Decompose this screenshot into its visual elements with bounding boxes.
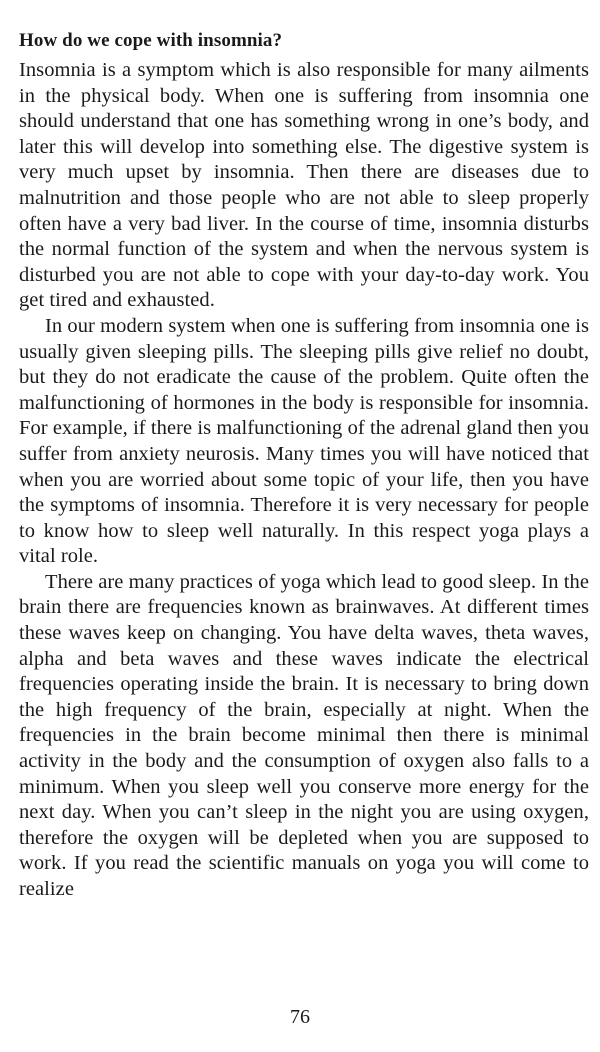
page-number: 76	[290, 1006, 310, 1028]
section-heading: How do we cope with insomnia?	[19, 30, 283, 51]
page-body	[19, 28, 589, 903]
paragraph-1: Insomnia is a symptom which is also responsible for many ailments in the physical body. When one is suffering from insomnia one should understand that one has something wrong in one’s body, and later this will develop into something else. The digestive system is very much upset by insomnia. Then there are diseases due to malnutrition and those people who are not able to sleep properly often have a very bad liver. In the course of time, insomnia disturbs the normal function of the system and when the nervous system is disturbed you are not able to cope with your day-to-day work. You get tired and exhausted.	[19, 59, 589, 312]
paragraph-2: In our modern system when one is suffering from insomnia one is usually given sleeping pills. The sleeping pills give relief no doubt, but they do not eradicate the cause of the problem. Quite often the malfunctioning of hormones in the body is responsible for insomnia. For example, if there is malfunctioning of the adrenal gland then you suffer from anxiety neurosis. Many times you will have noticed that when you are worried about some topic of your life, then you have the symptoms of insomnia. Therefore it is very necessary for people to know how to sleep well naturally. In this respect yoga plays a vital role.	[19, 314, 589, 568]
paragraph-3: There are many practices of yoga which lead to good sleep. In the brain there are frequencies known as brainwaves. At different times these waves keep on changing. You have delta waves, theta waves, alpha and beta waves and these waves indicate the electrical frequencies operating inside the brain. It is necessary to bring down the high frequency of the brain, especially at night. When the frequencies in the brain become minimal then there is minimal activity in the body and the consumption of oxygen also falls to a minimum. When you sleep well you conserve more energy for the next day. When you can’t sleep in the night you are using oxygen, therefore the oxygen will be depleted when you are supposed to work. If you read the scientific manuals on yoga you will come to realize	[19, 570, 589, 900]
